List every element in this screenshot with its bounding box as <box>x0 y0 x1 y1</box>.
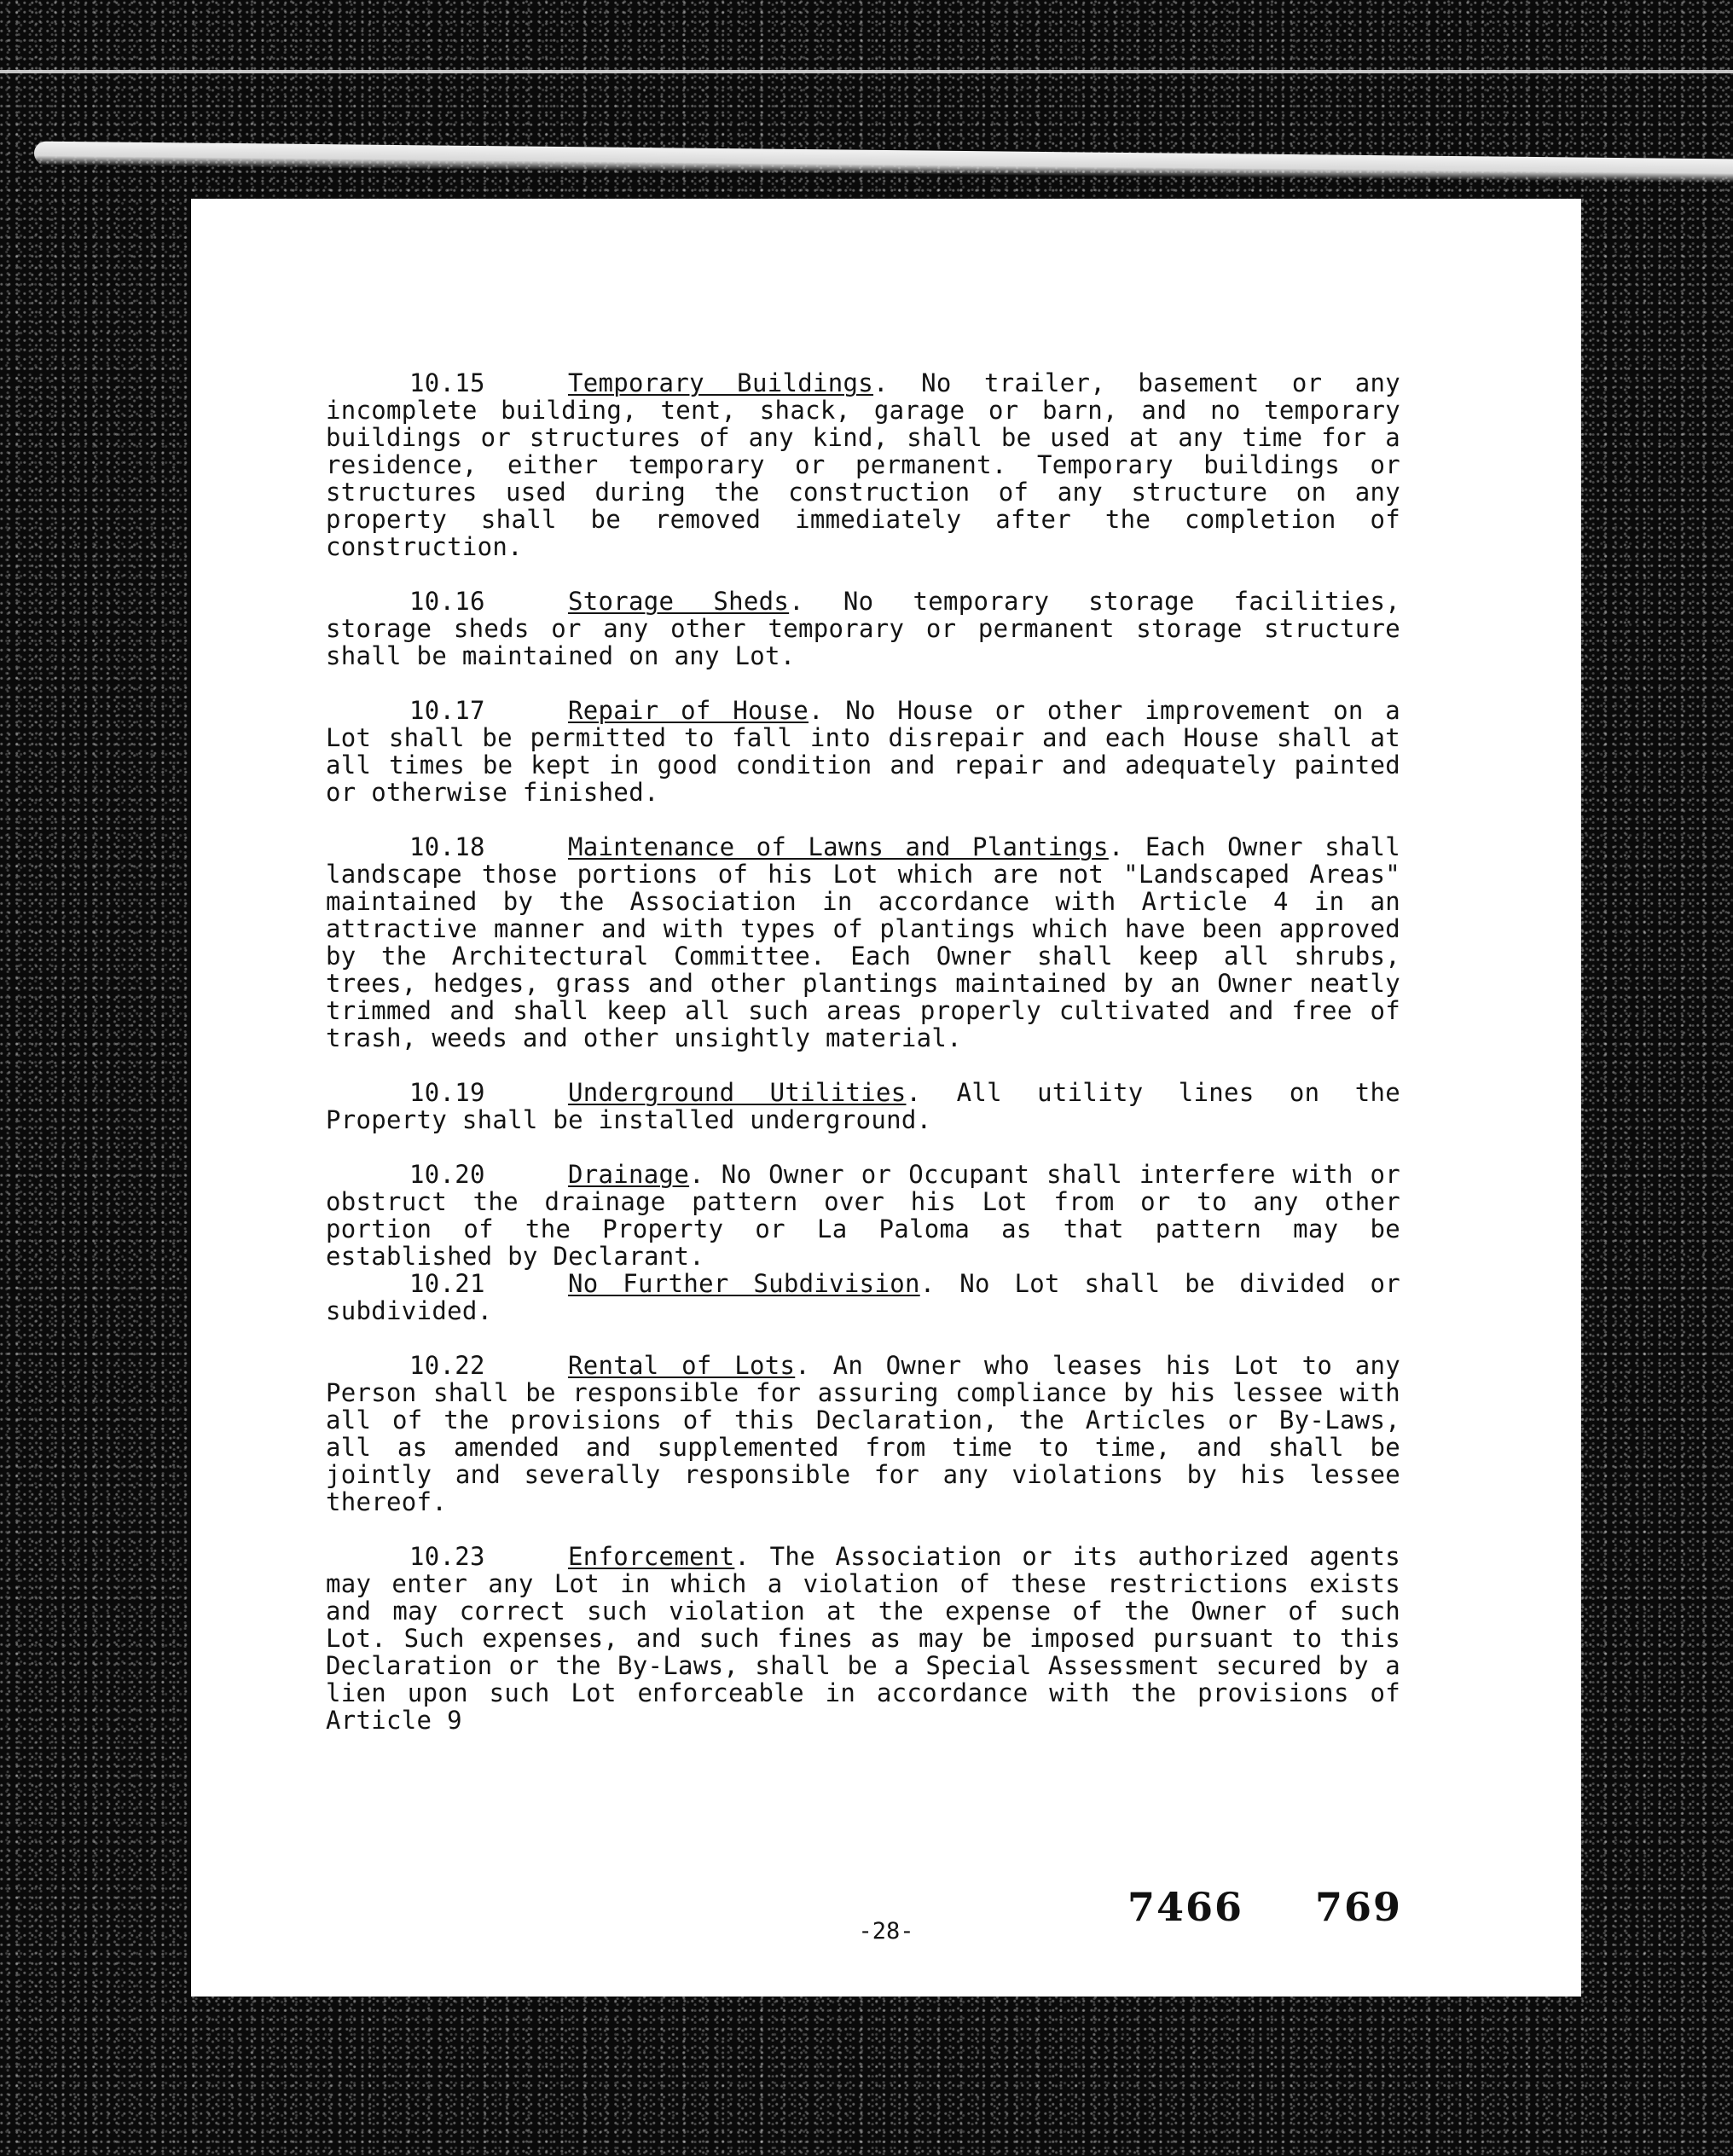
section-heading: Temporary Buildings <box>568 368 874 397</box>
section-heading: Rental of Lots <box>568 1351 796 1380</box>
section-heading: Enforcement <box>568 1542 735 1571</box>
section-10-22 <box>326 1352 1400 1516</box>
book-number: 7466 <box>1127 1884 1243 1930</box>
section-number: 10.15 <box>409 368 485 397</box>
section-text: . No temporary storage facilities, storage sheds or any other temporary or permanent storage structure shall be maintained on any Lot. <box>326 587 1400 670</box>
page-number: -28- <box>858 1918 914 1944</box>
section-number: 10.20 <box>409 1160 485 1189</box>
section-number: 10.21 <box>409 1269 485 1298</box>
section-number: 10.23 <box>409 1542 485 1571</box>
section-10-17 <box>326 697 1400 806</box>
scan-edge-band <box>34 142 1733 183</box>
section-heading: No Further Subdivision <box>568 1269 920 1298</box>
document-body <box>326 369 1400 1761</box>
scan-edge-line <box>0 70 1733 73</box>
section-heading: Drainage <box>568 1160 690 1189</box>
section-10-16 <box>326 588 1400 669</box>
section-text: . The Association or its authorized agents may enter any Lot in which a violation of these restrictions exists and may correct such violation at the expense of the Owner of such Lot. Such expenses, and such fines as may be imposed pursuant to this Declaration or the By-Laws, shall be a Special Assessment secured by a lien upon such Lot enforceable in accordance with the provisions of Article 9 <box>326 1542 1400 1735</box>
section-10-23 <box>326 1543 1400 1734</box>
section-heading: Underground Utilities <box>568 1078 907 1107</box>
section-10-18 <box>326 833 1400 1052</box>
section-text: . No Lot shall be divided or subdivided. <box>326 1269 1400 1325</box>
section-number: 10.19 <box>409 1078 485 1107</box>
section-text: . An Owner who leases his Lot to any Person shall be responsible for assuring compliance by his lessee with all of the provisions of this Declaration, the Articles or By-Laws, all as amended and supplemented from time to time, and shall be jointly and severally responsible for any violations by his lessee thereof. <box>326 1351 1401 1516</box>
section-text: . No Owner or Occupant shall interfere with or obstruct the drainage pattern over his Lot from or to any other portion of the Property or La Paloma as that pattern may be established by Declarant. <box>326 1160 1400 1271</box>
section-10-15 <box>326 369 1400 560</box>
section-text: . Each Owner shall landscape those portions of his Lot which are not "Landscaped Areas" maintained by the Association in accordance with Article 4 in an attractive manner and with types of plantings which have been approved by the Architectural Committee. Each Owner shall keep all shrubs, trees, hedges, grass and other plantings maintained by an Owner neatly trimmed and shall keep all such areas properly cultivated and free of trash, weeds and other unsightly material. <box>326 832 1400 1052</box>
section-text: . No House or other improvement on a Lot shall be permitted to fall into disrepair and each House shall at all times be kept in good condition and repair and adequately painted or otherwise finished. <box>326 696 1400 807</box>
section-number: 10.18 <box>409 832 485 861</box>
section-10-20 <box>326 1161 1400 1270</box>
section-text: . All utility lines on the Property shall be installed underground. <box>326 1078 1400 1134</box>
section-10-19 <box>326 1079 1400 1133</box>
document-page <box>191 199 1581 1997</box>
section-heading: Maintenance of Lawns and Plantings <box>568 832 1109 861</box>
section-number: 10.16 <box>409 587 485 616</box>
recording-page-number: 769 <box>1314 1884 1402 1930</box>
section-heading: Repair of House <box>568 696 809 725</box>
section-heading: Storage Sheds <box>568 587 790 616</box>
section-10-21 <box>326 1270 1400 1324</box>
section-number: 10.22 <box>409 1351 485 1380</box>
section-number: 10.17 <box>409 696 485 725</box>
section-text: . No trailer, basement or any incomplete building, tent, shack, garage or barn, and no temporary buildings or structures of any kind, shall be used at any time for a residence, either temporary or permanent. Temporary buildings or structures used during the construction of any structure on any property shall be removed immediately after the completion of construction. <box>326 368 1400 561</box>
